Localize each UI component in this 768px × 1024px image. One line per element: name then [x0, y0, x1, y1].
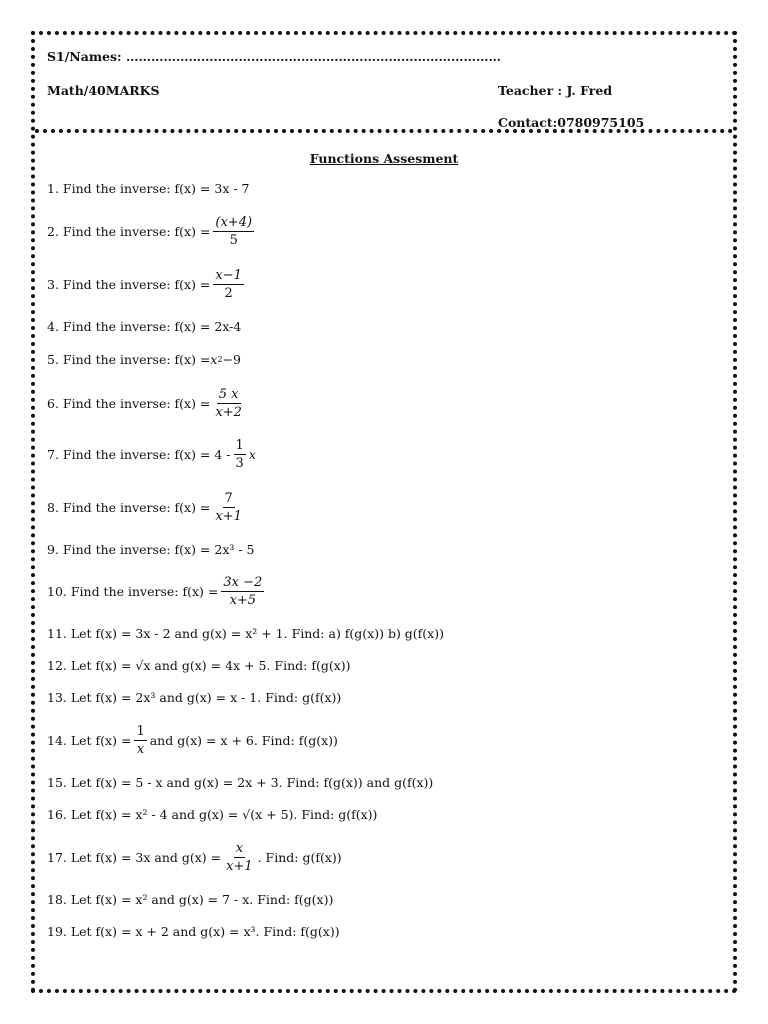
header-divider: [35, 129, 733, 133]
fraction: $\frac{7}{x+1}$: [215, 490, 242, 524]
question-18: 18. Let f(x) = x² and g(x) = 7 - x. Find: f(g(x)): [47, 891, 334, 907]
question-8: 8. Find the inverse: f(x) = $\frac{7}{x+1}$: [47, 490, 242, 524]
question-6: 6. Find the inverse: f(x) = $\frac{5 x}{x+2}$: [47, 386, 242, 420]
fraction: $\frac{(x+4)}{5}$: [215, 214, 253, 248]
question-17: 17. Let f(x) = 3x and g(x) = $\frac{x}{x+1}$ . Find: g(f(x)): [47, 840, 342, 874]
question-14: 14. Let f(x) = $\frac{1}{x}$ and g(x) = x + 6. Find: f(g(x)): [47, 723, 338, 757]
subject-marks: Math/40MARKS: [47, 83, 160, 98]
question-12: 12. Let f(x) = √x and g(x) = 4x + 5. Find: f(g(x)): [47, 657, 351, 673]
page-title: Functions Assesment: [309, 151, 459, 166]
fraction: $\frac{x}{x+1}$: [226, 840, 253, 874]
fraction: $\frac{1}{x}$: [136, 723, 145, 757]
question-15: 15. Let f(x) = 5 - x and g(x) = 2x + 3. Find: f(g(x)) and g(f(x)): [47, 774, 434, 790]
header: [35, 35, 733, 135]
question-7: 7. Find the inverse: f(x) = 4 - $\frac{1}{3}$ x: [47, 437, 256, 471]
teacher-contact: Contact:0780975105: [498, 115, 645, 130]
question-4: 4. Find the inverse: f(x) = 2x-4: [47, 318, 242, 334]
fraction: $\frac{3x -2}{x+5}$: [223, 574, 263, 608]
fraction: $\frac{1}{3}$: [235, 437, 244, 471]
question-9: 9. Find the inverse: f(x) = 2x³ - 5: [47, 541, 255, 557]
page-border: [31, 31, 737, 993]
fraction: $\frac{5 x}{x+2}$: [215, 386, 242, 420]
question-13: 13. Let f(x) = 2x³ and g(x) = x - 1. Find: g(f(x)): [47, 689, 342, 705]
question-5: 5. Find the inverse: f(x) = x 2 −9: [47, 351, 241, 367]
names-line: S1/Names: ………………………………………………………………………………: [47, 49, 501, 64]
teacher-name: Teacher : J. Fred: [498, 83, 613, 98]
question-11: 11. Let f(x) = 3x - 2 and g(x) = x² + 1. Find: a) f(g(x)) b) g(f(x)): [47, 625, 444, 641]
question-2: 2. Find the inverse: f(x) = $\frac{(x+4)}{5}$: [47, 214, 253, 248]
question-1: 1. Find the inverse: f(x) = 3x - 7: [47, 180, 250, 196]
fraction: $\frac{x-1}{2}$: [215, 267, 242, 301]
question-10: 10. Find the inverse: f(x) = $\frac{3x -2}{x+5}$: [47, 574, 263, 608]
question-19: 19. Let f(x) = x + 2 and g(x) = x³. Find: f(g(x)): [47, 923, 340, 939]
question-3: 3. Find the inverse: f(x) = $\frac{x-1}{2}$: [47, 267, 242, 301]
question-16: 16. Let f(x) = x² - 4 and g(x) = √(x + 5). Find: g(f(x)): [47, 806, 378, 822]
